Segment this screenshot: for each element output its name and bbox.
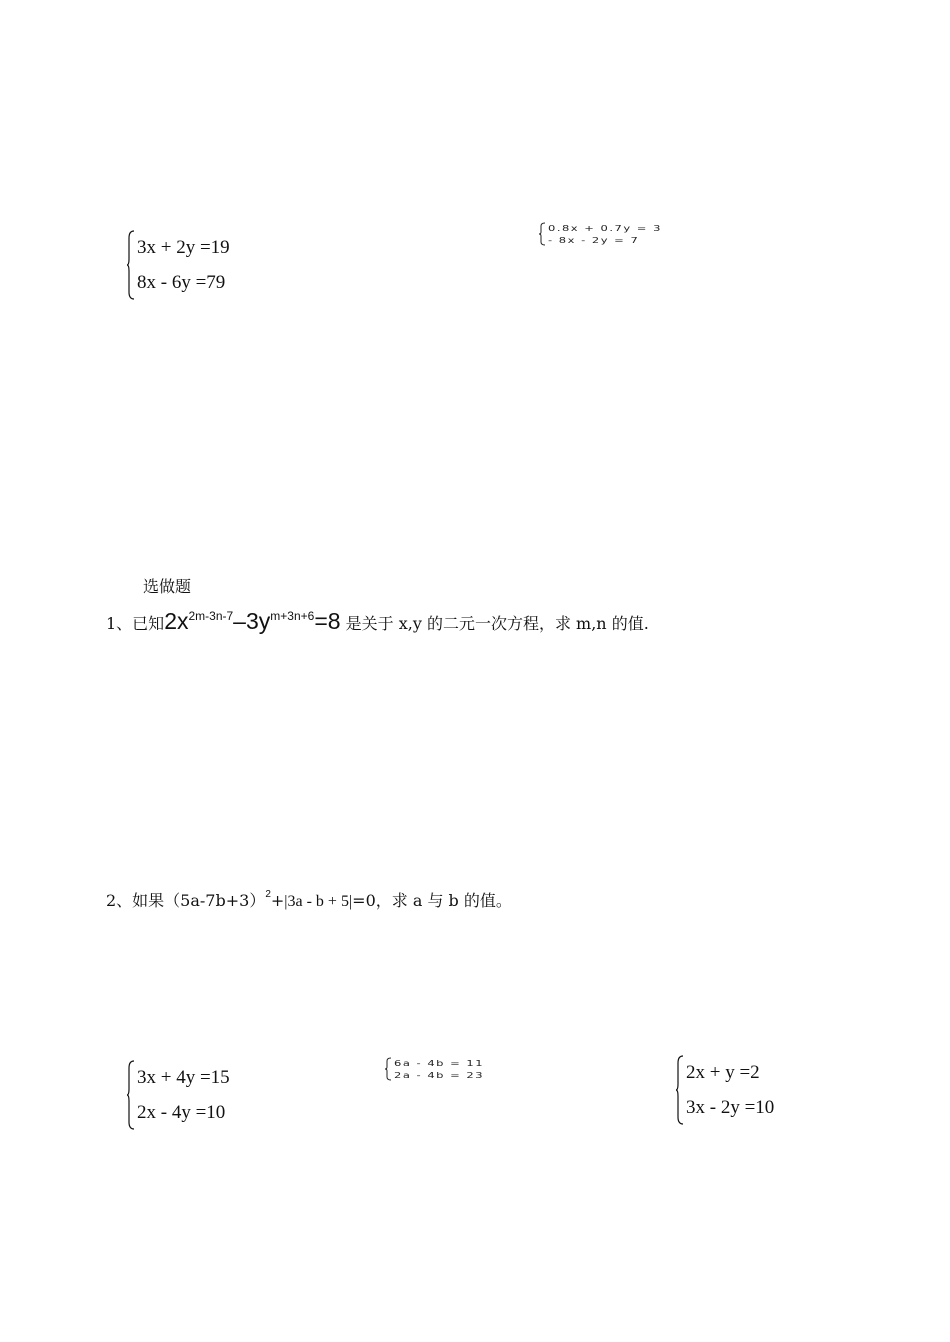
equation-2: 3x - 2y =10 xyxy=(686,1097,775,1118)
q1-exp2: m+3n+6 xyxy=(270,609,315,623)
equation-2: 8x - 6y =79 xyxy=(137,272,226,293)
q1-exp1: 2m-3n-7 xyxy=(188,609,234,623)
equation-2: 2a - 4b = 23 xyxy=(394,1069,485,1081)
question-1 xyxy=(106,598,649,642)
equation-1: 0.8x + 0.7y = 3 xyxy=(548,222,662,234)
equation-2: 2x - 4y =10 xyxy=(137,1102,226,1123)
q1-prefix: 1、已知 xyxy=(106,614,165,633)
q2-exp: 2 xyxy=(265,889,271,900)
brace-icon xyxy=(676,1055,684,1125)
q2-plus: + xyxy=(270,891,285,910)
equation-1: 3x + 2y =19 xyxy=(137,237,230,258)
q2-abs: |3a - b + 5| xyxy=(284,893,353,910)
equation-system-3 xyxy=(127,1060,230,1130)
equation-system-2 xyxy=(538,222,662,246)
q1-rhs: =8 xyxy=(314,608,341,634)
equation-1: 2x + y =2 xyxy=(686,1062,760,1083)
equation-1: 3x + 4y =15 xyxy=(137,1067,230,1088)
equation-1: 6a - 4b = 11 xyxy=(394,1057,485,1069)
equation-system-5 xyxy=(676,1055,774,1125)
question-2 xyxy=(106,888,512,911)
brace-icon xyxy=(538,222,546,246)
brace-icon xyxy=(127,1060,135,1130)
q2-suffix: =0，求 a 与 b 的值。 xyxy=(352,891,512,910)
q1-suffix: 是关于 x,y 的二元一次方程，求 m,n 的值. xyxy=(340,614,649,633)
brace-icon xyxy=(384,1057,392,1081)
q1-term1: 2x xyxy=(164,608,189,634)
equation-system-4 xyxy=(384,1057,484,1081)
brace-icon xyxy=(127,230,135,300)
equation-system-1 xyxy=(127,230,230,300)
q2-prefix: 2、如果（5a-7b+3） xyxy=(106,891,266,910)
section-title: 选做题 xyxy=(143,577,192,596)
q1-term2: –3y xyxy=(233,608,271,634)
equation-2: - 8x - 2y = 7 xyxy=(548,234,640,246)
